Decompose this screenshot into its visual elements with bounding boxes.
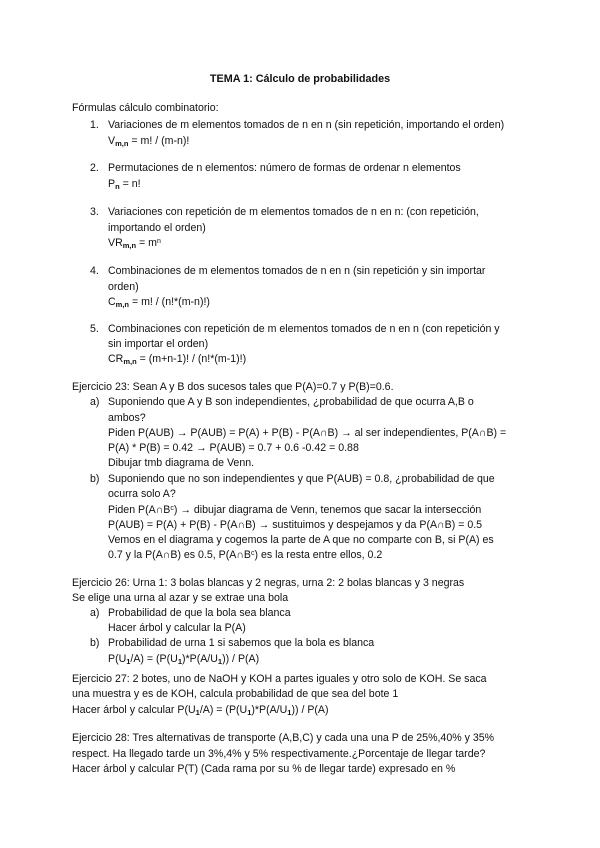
exercise-23-b-answer-line-3: Vemos en el diagrama y cogemos la parte de A que no comparte con B, si P(A) es: [108, 534, 494, 546]
formula-4-number: 4.: [90, 265, 99, 277]
exercise-23-a-label: a): [90, 396, 100, 408]
formula-1-number: 1.: [90, 119, 99, 131]
formula-5-number: 5.: [90, 323, 99, 335]
exercise-23-heading: Ejercicio 23: Sean A y B dos sucesos tales que P(A)=0.7 y P(B)=0.6.: [72, 381, 394, 393]
exercise-27-line-2: una muestra y es de KOH, calcula probabilidad de que sea del bote 1: [72, 688, 399, 700]
exercise-26-heading-line-2: Se elige una urna al azar y se extrae una bola: [72, 592, 289, 604]
exercise-26-a-line-1: Probabilidad de que la bola sea blanca: [108, 607, 291, 619]
exercise-26-heading-line-1: Ejercicio 26: Urna 1: 3 bolas blancas y 2 negras, urna 2: 2 bolas blancas y 3 negras: [72, 577, 465, 589]
formula-5-expression: $CR_{m,n} = (m+n-1)$! / (n!*(m-1)!): [108, 353, 247, 366]
formula-3-number: 3.: [90, 206, 99, 218]
formulas-heading: Fórmulas cálculo combinatorio:: [72, 102, 219, 114]
page-title: TEMA 1: Cálculo de probabilidades: [209, 73, 391, 85]
exercise-23-b-question-line-1: Suponiendo que no son independientes y que P(AUB) = 0.8, ¿probabilidad de que: [108, 473, 495, 485]
exercise-23-a-answer-line-2: P(A) * P(B) = 0.42 → P(AUB) = 0.7 + 0.6 -0.42 = 0.88: [108, 442, 359, 454]
exercise-26-b-line: Probabilidad de urna 1 si sabemos que la bola es blanca: [108, 637, 375, 649]
exercise-23-b-answer-line-1: Piden $P(A\cap B^c)$ → dibujar diagrama de Venn, tenemos que sacar la intersección: [108, 504, 482, 516]
exercise-26-b-label: b): [90, 637, 100, 649]
exercise-26-a-label: a): [90, 607, 100, 619]
formula-3-text-line-1: Variaciones con repetición de m elementos tomados de n en n: (con repetición,: [108, 206, 479, 218]
exercise-23-b-answer-line-2: P(AUB) = P(A) + P(B) - P(A∩B) → sustituimos y despejamos y da P(A∩B) = 0.5: [108, 519, 483, 531]
exercise-23-a-question-line-1: Suponiendo que A y B son independientes, ¿probabilidad de que ocurra A,B o: [108, 396, 474, 408]
formula-2-text: Permutaciones de n elementos: número de formas de ordenar n elementos: [108, 162, 461, 174]
formula-1-text: Variaciones de m elementos tomados de n en n (sin repetición, importando el orden): [108, 119, 505, 131]
formula-4-text-line-2: orden): [108, 281, 139, 293]
exercise-23-b-answer-line-4: 0.7 y la P(A∩B) es 0.5, $P(A\cap B^c)$ es la resta entre ellos, 0.2: [108, 549, 383, 561]
exercise-28-line-2: respect. Ha llegado tarde un 3%,4% y 5% respectivamente.¿Porcentaje de llegar tarde?: [72, 748, 486, 760]
formula-2-number: 2.: [90, 162, 99, 174]
formula-3-text-line-2: importando el orden): [108, 222, 206, 234]
exercise-23-b-label: b): [90, 473, 100, 485]
formula-3-expression: $VR_{m,n} = m^n$: [108, 237, 161, 250]
exercise-28-line-3: Hacer árbol y calcular P(T) (Cada rama por su % de llegar tarde) expresado en %: [72, 763, 456, 775]
formula-1-expression: $V_{m,n} = m$! / (m-n)!: [108, 135, 190, 148]
exercise-27-formula: Hacer árbol y calcular $P(U_1/A) = (P(U_1)*P(A/U_1)) / P(A)$: [72, 704, 329, 717]
formula-4-text-line-1: Combinaciones de m elementos tomados de n en n (sin repetición y sin importar: [108, 265, 486, 277]
exercise-26-a-line-2: Hacer árbol y calcular la P(A): [108, 622, 246, 634]
exercise-23-a-answer-line-3: Dibujar tmb diagrama de Venn.: [108, 457, 255, 469]
formula-5-text-line-1: Combinaciones con repetición de m elementos tomados de n en n (con repetición y: [108, 323, 500, 335]
exercise-23-a-question-line-2: ambos?: [108, 412, 146, 424]
formula-4-expression: $C_{m,n} = m$! / (n!*(m-n)!): [108, 296, 210, 309]
exercise-27-line-1: Ejercicio 27: 2 botes, uno de NaOH y KOH a partes iguales y otro solo de KOH. Se saca: [72, 673, 487, 685]
exercise-26-b-formula: $P(U_1/A) = (P(U_1)*P(A/U_1)) / P(A)$: [108, 653, 260, 666]
formula-5-text-line-2: sin importar el orden): [108, 338, 209, 350]
formula-2-expression: $P_n = n$!: [108, 178, 141, 191]
exercise-28-line-1: Ejercicio 28: Tres alternativas de transporte (A,B,C) y cada una una P de 25%,40% y 35%: [72, 732, 495, 744]
exercise-23-b-question-line-2: ocurra solo A?: [108, 488, 176, 500]
exercise-23-a-answer-line-1: Piden P(AUB) → P(AUB) = P(A) + P(B) - P(A∩B) → al ser independientes, P(A∩B) =: [108, 427, 507, 439]
